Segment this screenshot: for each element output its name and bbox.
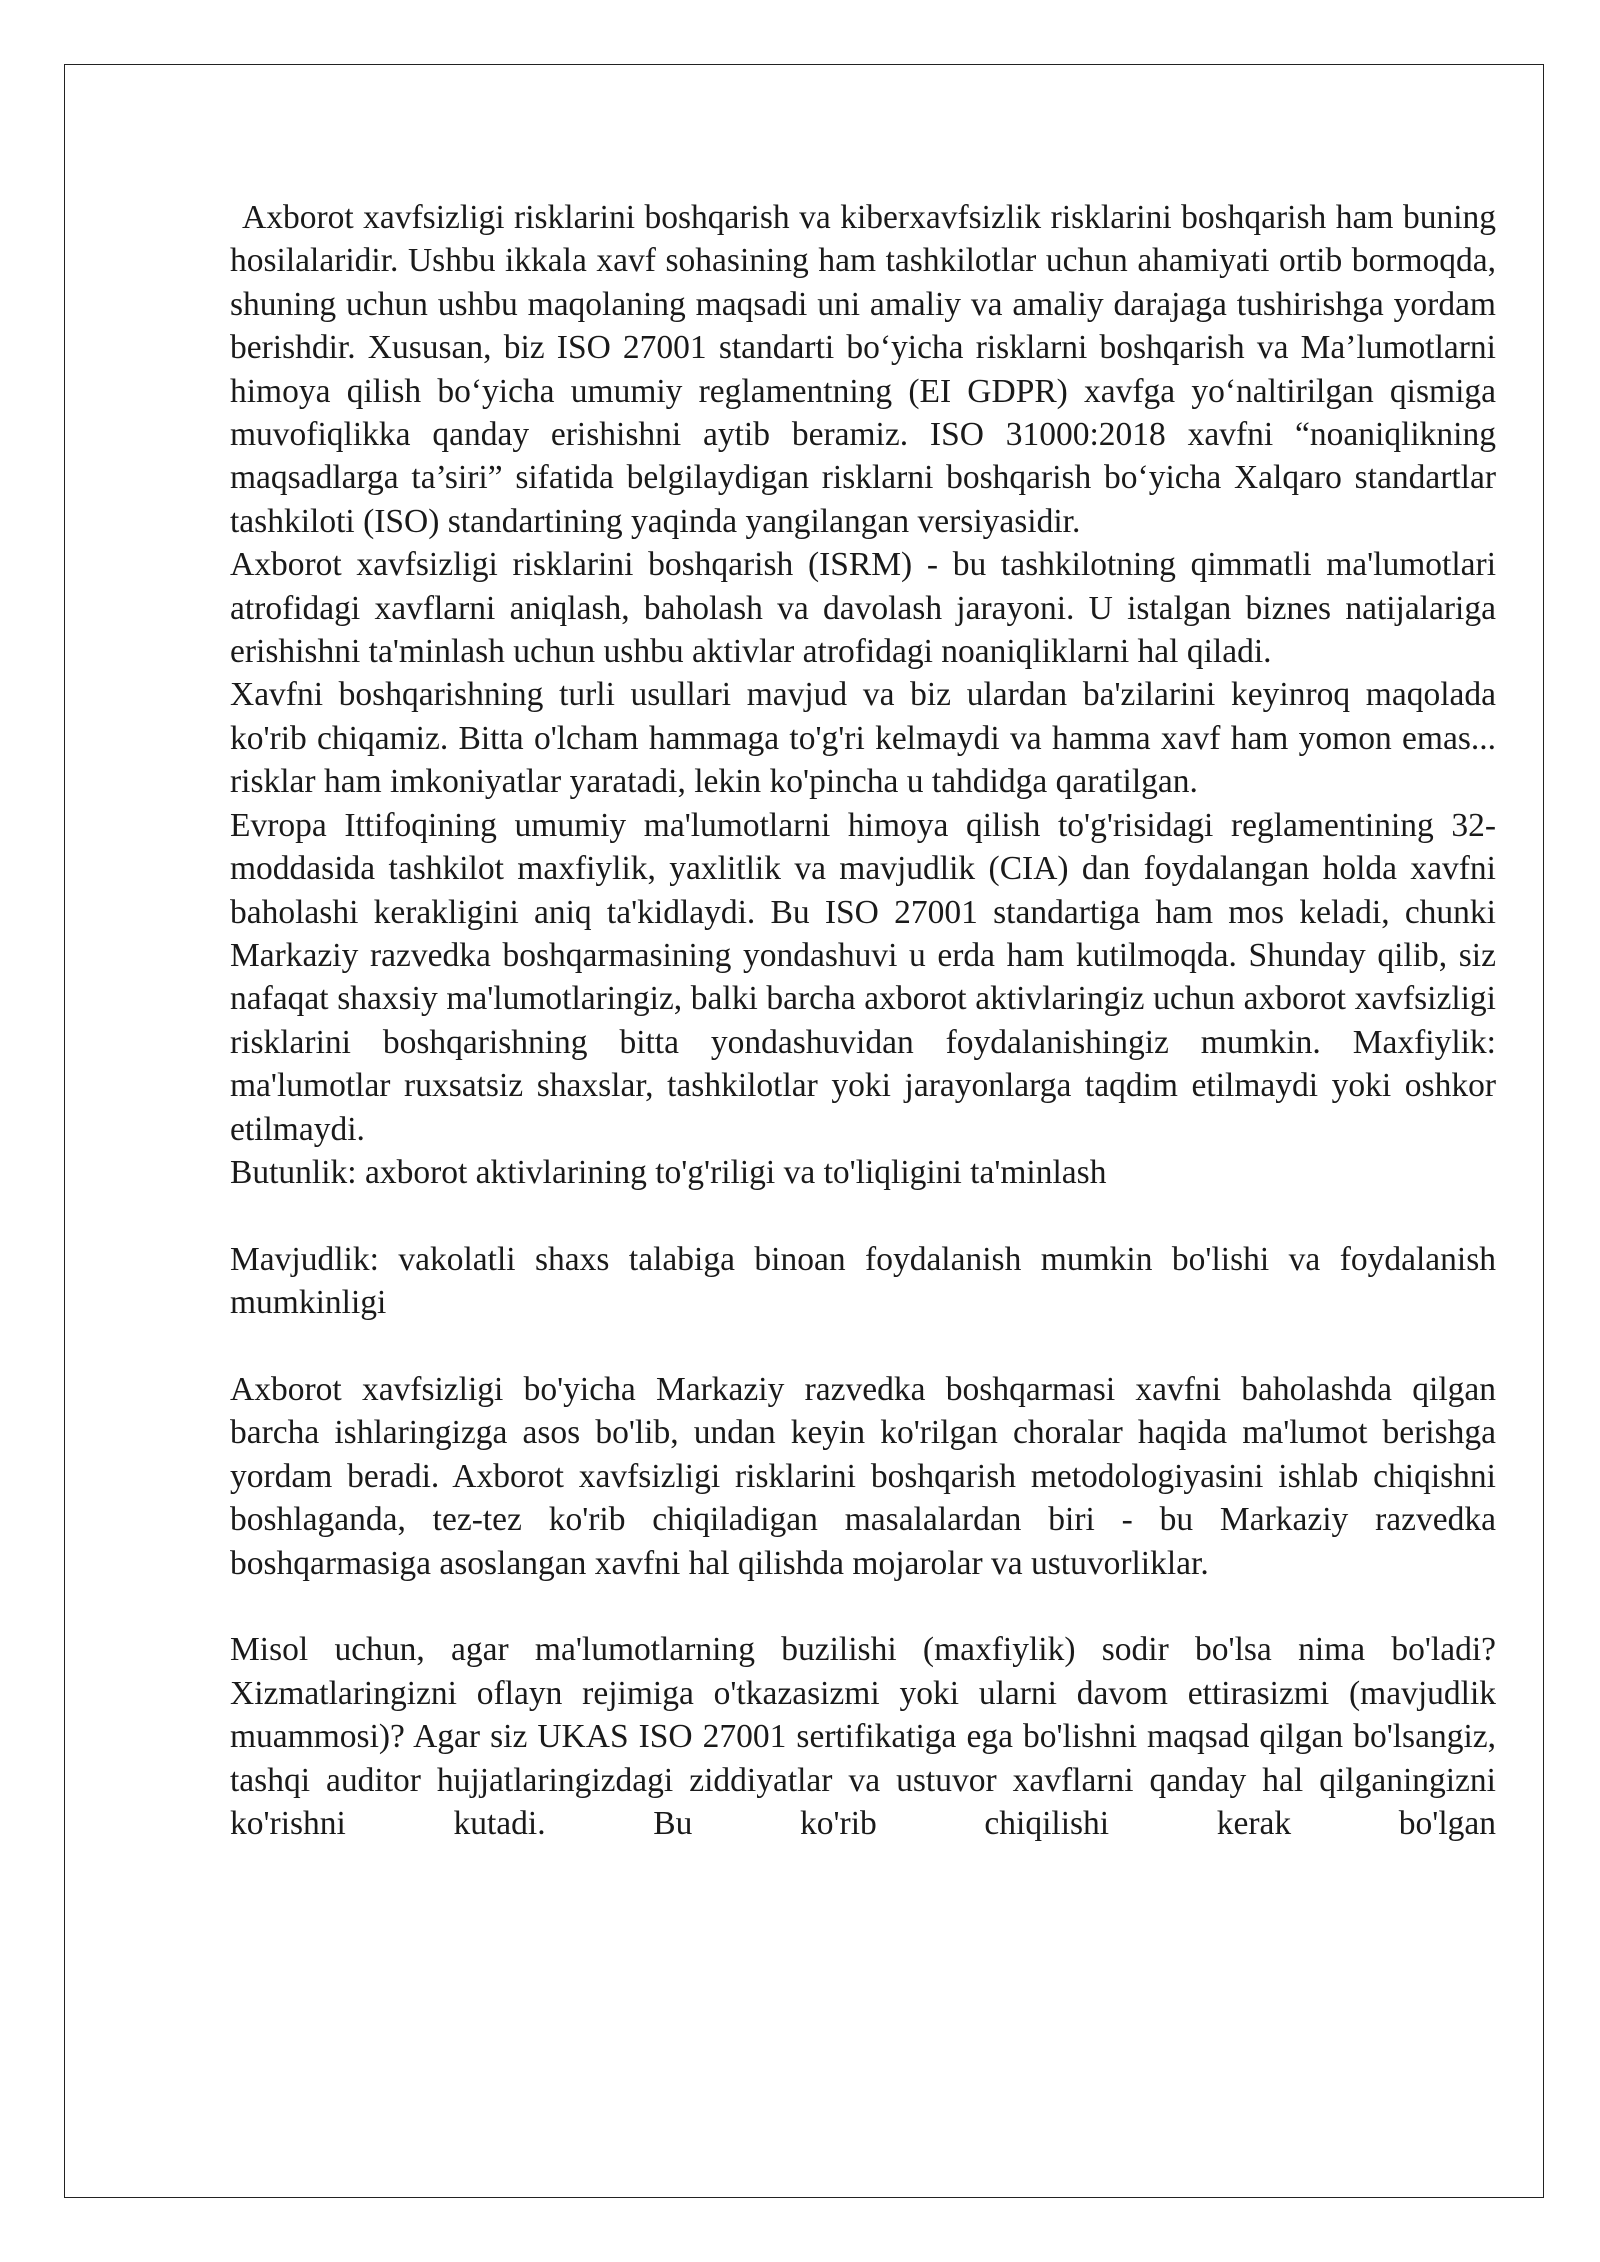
paragraph-intro: Axborot xavfsizligi risklarini boshqarish va kiberxavfsizlik risklarini boshqarish ham buning hosilalaridir. Ushbu ikkala xavf sohasining ham tashkilotlar uchun ahamiyati ortib bormoqda, shuning uchun ushbu maqolaning maqsadi uni amaliy va amaliy darajaga tushirishga yordam berishdir. Xususan, biz ISO 27001 standarti bo‘yicha risklarni boshqarish va Ma’lumotlarni himoya qilish bo‘yicha umumiy reglamentning (EI GDPR) xavfga yo‘naltirilgan qismiga muvofiqlikka qanday erishishni aytib beramiz. ISO 31000:2018 xavfni “noaniqlikning maqsadlarga ta’siri” sifatida belgilaydigan risklarni boshqarish bo‘yicha Xalqaro standartlar tashkiloti (ISO) standartining yaqinda yangilangan versiyasidir. (230, 199, 1496, 540)
blank-line (230, 1325, 1496, 1368)
paragraph-integrity: Butunlik: axborot aktivlarining to'g'riligi va to'liqligini ta'minlash (230, 1153, 1107, 1191)
blank-line (230, 1194, 1496, 1237)
paragraph-isrm-definition: Axborot xavfsizligi risklarini boshqarish (ISRM) - bu tashkilotning qimmatli ma'lumotlari atrofidagi xavflarni aniqlash, baholash va davolash jarayoni. U istalgan biznes natijalariga erishishni ta'minlash uchun ushbu aktivlar atrofidagi noaniqliklarni hal qiladi. (230, 546, 1496, 671)
document-body (230, 196, 1496, 1845)
paragraph-example: Misol uchun, agar ma'lumotlarning buzilishi (maxfiylik) sodir bo'lsa nima bo'ladi? Xizmatlaringizni oflayn rejimiga o'tkazasizmi yoki ularni davom ettirasizmi (mavjudlik muammosi)? Agar siz UKAS ISO 27001 sertifikatiga ega bo'lishni maqsad qilgan bo'lsangiz, tashqi auditor hujjatlaringizdagi ziddiyatlar va ustuvor xavflarni qanday hal qilganingizni ko'rishni kutadi. Bu ko'rib chiqilishi kerak bo'lgan (230, 1631, 1496, 1842)
paragraph-gdpr-article-32: Evropa Ittifoqining umumiy ma'lumotlarni himoya qilish to'g'risidagi reglamentining 32-moddasida tashkilot maxfiylik, yaxlitlik va mavjudlik (CIA) dan foydalangan holda xavfni baholashi kerakligini aniq ta'kidlaydi. Bu ISO 27001 standartiga ham mos keladi, chunki Markaziy razvedka boshqarmasining yondashuvi u erda ham kutilmoqda. Shunday qilib, siz nafaqat shaxsiy ma'lumotlaringiz, balki barcha axborot aktivlaringiz uchun axborot xavfsizligi risklarini boshqarishning bitta yondashuvidan foydalanishingiz mumkin. Maxfiylik: ma'lumotlar ruxsatsiz shaxslar, tashkilotlar yoki jarayonlarga taqdim etilmaydi yoki oshkor etilmaydi. (230, 806, 1496, 1148)
paragraph-cia-basis: Axborot xavfsizligi bo'yicha Markaziy razvedka boshqarmasi xavfni baholashda qilgan barcha ishlaringizga asos bo'lib, undan keyin ko'rilgan choralar haqida ma'lumot berishga yordam beradi. Axborot xavfsizligi risklarini boshqarish metodologiyasini ishlab chiqishni boshlaganda, tez-tez ko'rib chiqiladigan masalalardan biri - bu Markaziy razvedka boshqarmasiga asoslangan xavfni hal qilishda mojarolar va ustuvorliklar. (230, 1370, 1496, 1582)
paragraph-risk-methods: Xavfni boshqarishning turli usullari mavjud va biz ulardan ba'zilarini keyinroq maqolada ko'rib chiqamiz. Bitta o'lcham hammaga to'g'ri kelmaydi va hamma xavf ham yomon emas... risklar ham imkoniyatlar yaratadi, lekin ko'pincha u tahdidga qaratilgan. (230, 676, 1496, 801)
blank-line (230, 1585, 1496, 1628)
paragraph-availability: Mavjudlik: vakolatli shaxs talabiga binoan foydalanish mumkin bo'lishi va foydalanish mumkinligi (230, 1240, 1496, 1322)
